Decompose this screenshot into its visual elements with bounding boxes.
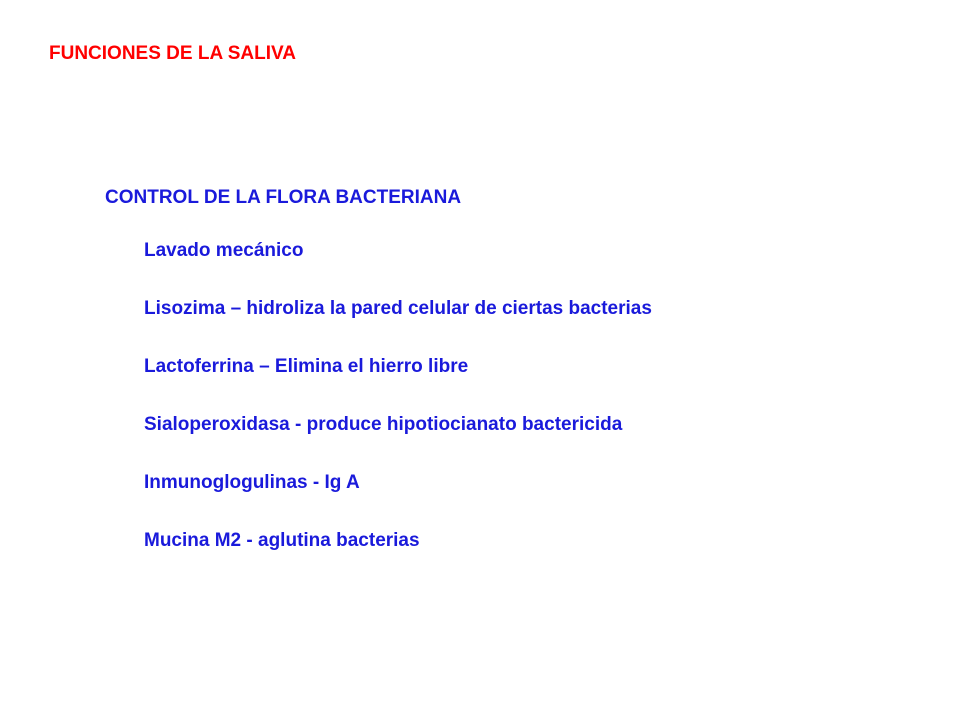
list-item-lactoferrina: Lactoferrina – Elimina el hierro libre bbox=[144, 356, 469, 377]
list-item-inmunoglobulinas: Inmunoglogulinas - Ig A bbox=[144, 472, 360, 493]
function-list bbox=[144, 238, 652, 586]
section-heading: CONTROL DE LA FLORA BACTERIANA bbox=[105, 187, 462, 208]
list-item-lisozima: Lisozima – hidroliza la pared celular de ciertas bacterias bbox=[144, 298, 652, 319]
list-item-sialoperoxidasa: Sialoperoxidasa - produce hipotiocianato bactericida bbox=[144, 414, 623, 435]
list-item-mucina: Mucina M2 - aglutina bacterias bbox=[144, 530, 420, 551]
list-item-lavado: Lavado mecánico bbox=[144, 240, 304, 261]
slide-title: FUNCIONES DE LA SALIVA bbox=[49, 43, 297, 64]
